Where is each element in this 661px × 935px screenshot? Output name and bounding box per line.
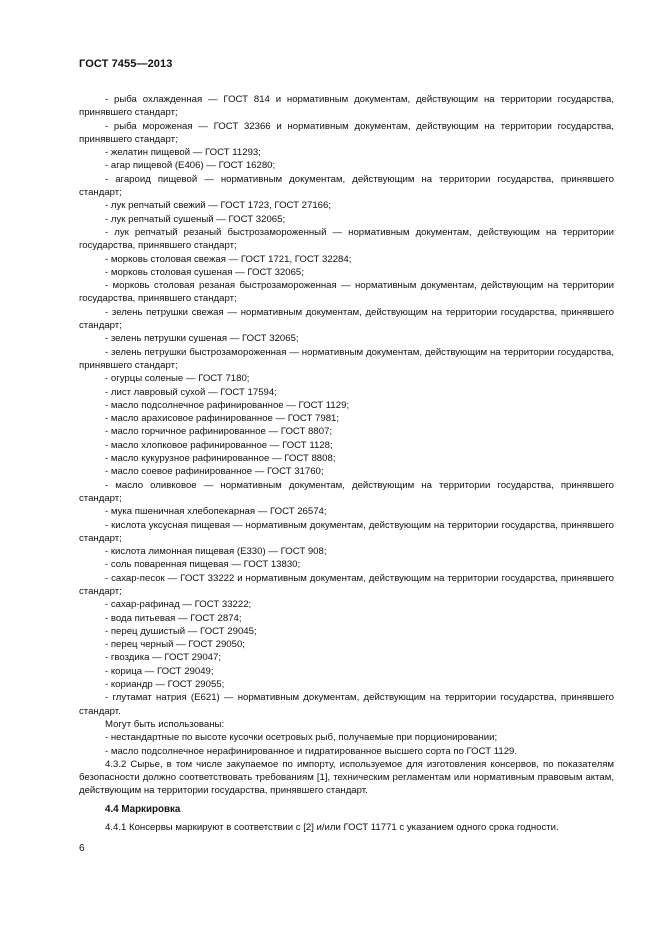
- list-item: - зелень петрушки быстрозамороженная — нормативным документам, действующим на территории государства, принявшего стандарт;: [79, 346, 614, 371]
- ingredient-list: [79, 93, 614, 718]
- list-item: - лук репчатый сушеный — ГОСТ 32065;: [105, 213, 286, 225]
- list-item: - масло подсолнечное нерафинированное и гидратированное высшего сорта по ГОСТ 1129.: [105, 745, 518, 757]
- list-item: - мука пшеничная хлебопекарная — ГОСТ 26574;: [105, 506, 327, 518]
- list-item: - морковь столовая свежая — ГОСТ 1721, ГОСТ 32284;: [105, 253, 352, 265]
- list-item: - лук репчатый свежий — ГОСТ 1723, ГОСТ 27166;: [105, 200, 332, 212]
- list-item: - агароид пищевой — нормативным документам, действующим на территории государства, принявшего стандарт;: [79, 173, 614, 199]
- list-item: - кислота лимонная пищевая (Е330) — ГОСТ 908;: [105, 546, 327, 558]
- list-item: - нестандартные по высоте кусочки осетровых рыб, получаемые при порционировании;: [105, 732, 498, 744]
- list-item: - желатин пищевой — ГОСТ 11293;: [105, 147, 261, 159]
- list-item: - лук репчатый резаный быстрозамороженный — нормативным документам, действующим на территории государства, принявшего стандарт;: [79, 226, 614, 252]
- list-item: - рыба мороженая — ГОСТ 32366 и нормативным документам, действующим на территории государства, принявшего стандарт;: [79, 120, 614, 145]
- list-item: - сахар-песок — ГОСТ 33222 и нормативным документам, действующим на территории государства, принявшего стандарт;: [79, 572, 614, 597]
- list-item: - зелень петрушки сушеная — ГОСТ 32065;: [105, 333, 299, 345]
- paragraph-4-3-2: 4.3.2 Сырье, в том числе закупаемое по импорту, используемое для изготовления консервов, по показателям безопасности должно соответствовать требованиям [1], техническим регламентам или нормативным правовым актам, действующим на территории государства, принявшего стандарт.: [79, 758, 614, 797]
- list-item: - морковь столовая сушеная — ГОСТ 32065;: [105, 266, 304, 278]
- list-item: - перец черный — ГОСТ 29050;: [105, 639, 245, 651]
- list-item: - масло арахисовое рафинированное — ГОСТ 7981;: [105, 413, 340, 425]
- page-number: 6: [79, 843, 85, 854]
- list-item: - масло соевое рафинированное — ГОСТ 31760;: [105, 466, 324, 478]
- list-item: - перец душистый — ГОСТ 29045;: [105, 625, 257, 637]
- list-item: - глутамат натрия (Е621) — нормативным документам, действующим на территории государства, принявшего стандарт.: [79, 692, 614, 717]
- list-item: - кориандр — ГОСТ 29055;: [105, 679, 225, 691]
- document-body: [79, 93, 614, 834]
- allowed-intro: Могут быть использованы:: [105, 718, 225, 730]
- list-item: - сахар-рафинад — ГОСТ 33222;: [105, 599, 252, 611]
- list-item: - агар пищевой (Е406) — ГОСТ 16280;: [105, 160, 276, 172]
- list-item: - рыба охлажденная — ГОСТ 814 и нормативным документам, действующим на территории государства, принявшего стандарт;: [79, 94, 614, 119]
- list-item: - гвоздика — ГОСТ 29047;: [105, 652, 221, 664]
- list-item: - масло горчичное рафинированное — ГОСТ 8807;: [105, 426, 333, 438]
- list-item: - масло подсолнечное рафинированное — ГОСТ 1129;: [105, 399, 350, 411]
- list-item: - масло хлопковое рафинированное — ГОСТ 1128;: [105, 439, 333, 451]
- list-item: - огурцы соленые — ГОСТ 7180;: [105, 373, 250, 385]
- list-item: - вода питьевая — ГОСТ 2874;: [105, 612, 242, 624]
- list-item: - лист лавровый сухой — ГОСТ 17594;: [105, 386, 277, 398]
- list-item: - морковь столовая резаная быстрозамороженная — нормативным документам, действующим на территории государства, принявшего стандарт;: [79, 280, 614, 305]
- list-item: - зелень петрушки свежая — нормативным документам, действующим на территории государства, принявшего стандарт;: [79, 306, 614, 332]
- paragraph-4-4-1: 4.4.1 Консервы маркируют в соответствии с [2] и/или ГОСТ 11771 с указанием одного срока годности.: [105, 822, 559, 834]
- list-item: - масло кукурузное рафинированное — ГОСТ 8808;: [105, 453, 336, 465]
- list-item: - корица — ГОСТ 29049;: [105, 665, 214, 677]
- section-heading: 4.4 Маркировка: [105, 803, 181, 815]
- allowed-list: [79, 731, 614, 758]
- standard-header: ГОСТ 7455—2013: [79, 58, 173, 70]
- list-item: - кислота уксусная пищевая — нормативным документам, действующим на территории государства, принявшего стандарт;: [79, 519, 614, 544]
- list-item: - масло оливковое — нормативным документам, действующим на территории государства, принявшего стандарт;: [79, 479, 614, 504]
- list-item: - соль поваренная пищевая — ГОСТ 13830;: [105, 559, 301, 571]
